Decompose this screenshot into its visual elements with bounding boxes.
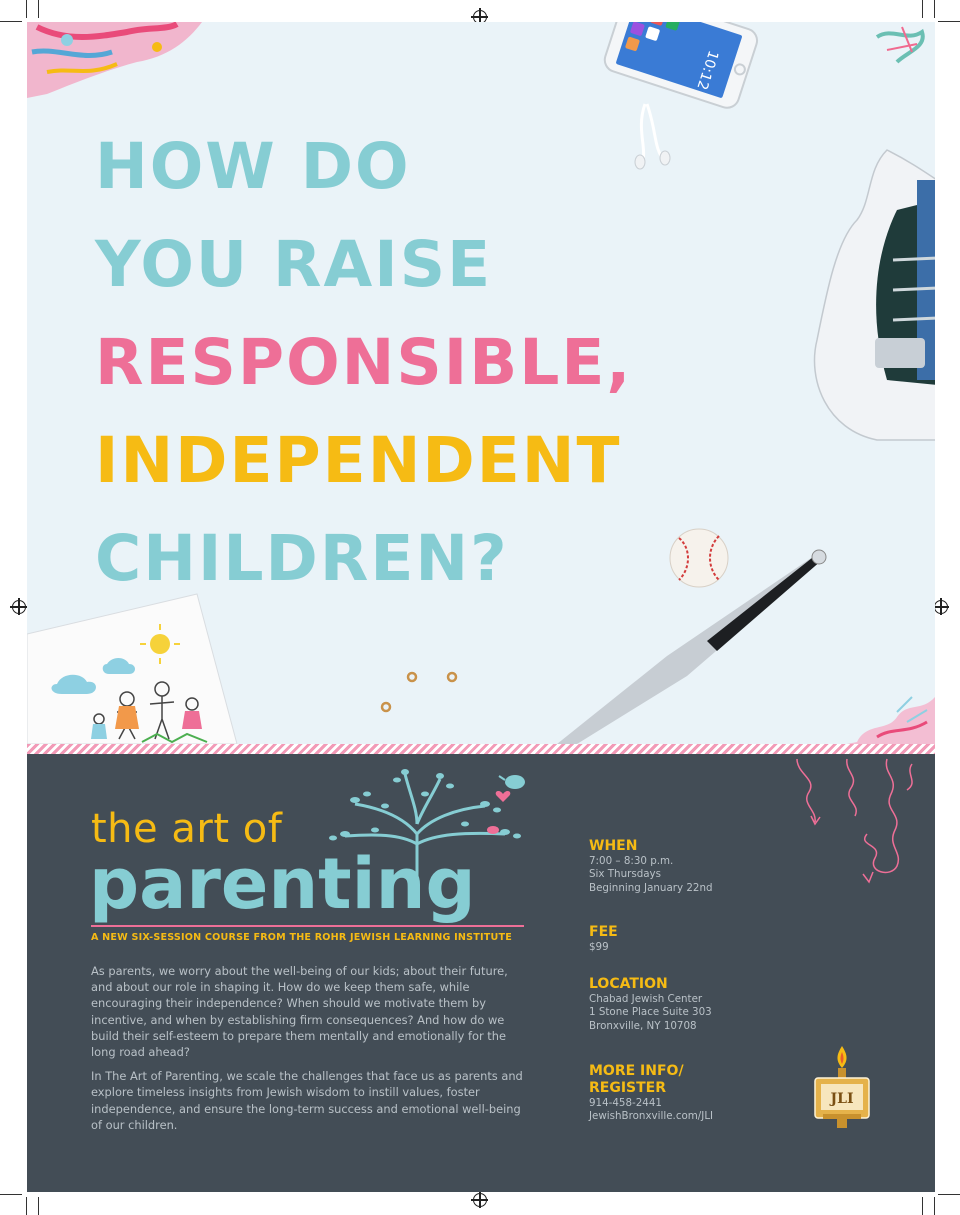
crop-mark: [26, 1197, 27, 1215]
description-paragraph-1: As parents, we worry about the well-being of our kids; about their future, and about our role in shaping it. How do we keep them safe, while encouraging their independence? When should we motivate them by incentive, and when by establishing firm consequences? And how do we build their self-esteem to prepare them mentally and emotionally for the long road ahead?: [91, 964, 508, 1060]
website-link[interactable]: JewishBronxville.com/JLI: [589, 1110, 714, 1123]
divider-stripe: [27, 744, 935, 754]
more-info-heading-1: MORE INFO/: [589, 1063, 684, 1079]
cereal-decoration: [377, 667, 467, 717]
jli-emblem-text: JLI: [830, 1091, 854, 1107]
crop-mark: [934, 1197, 935, 1215]
child-drawing-illustration: [27, 594, 242, 744]
when-heading: WHEN: [589, 838, 638, 854]
registration-mark: [12, 600, 26, 614]
crop-mark: [922, 0, 923, 18]
paint-splash-decoration: [27, 22, 207, 102]
headline: [95, 118, 632, 608]
registration-mark: [473, 1193, 487, 1207]
crop-mark: [38, 1197, 39, 1215]
headline-line-3: RESPONSIBLE,: [95, 326, 633, 399]
crop-mark: [0, 21, 22, 22]
more-info-heading-2: REGISTER: [589, 1080, 667, 1096]
headline-line-5: CHILDREN?: [95, 522, 509, 595]
when-days: Six Thursdays: [589, 868, 662, 881]
logo-tagline: the art of: [91, 806, 283, 852]
logo-divider: [91, 925, 524, 927]
when-start: Beginning January 22nd: [589, 881, 713, 894]
course-subtitle: A NEW SIX-SESSION COURSE FROM THE ROHR JEWISH LEARNING INSTITUTE: [91, 932, 512, 943]
phone-time: 10:12: [693, 48, 722, 92]
course-description: [91, 963, 531, 1141]
more-info-section: [589, 1063, 849, 1124]
flyer-page: [27, 22, 935, 1192]
location-address: 1 Stone Place Suite 303: [589, 1006, 712, 1019]
paint-splash-decoration: [847, 22, 935, 77]
jli-emblem-icon: [811, 1044, 873, 1130]
guitar-illustration: [797, 140, 935, 450]
registration-mark: [934, 600, 948, 614]
when-section: [589, 838, 849, 895]
headline-line-1: HOW DO: [95, 130, 411, 203]
baseball-bat-illustration: [547, 546, 827, 746]
crop-mark: [38, 0, 39, 18]
fee-section: [589, 924, 849, 954]
when-time: 7:00 – 8:30 p.m.: [589, 855, 674, 867]
description-paragraph-2: In The Art of Parenting, we scale the challenges that face us as parents and explore timeless insights from Jewish wisdom to instill values, foster independence, and ensure the long-term success and emotional well-being of our children.: [91, 1069, 523, 1132]
fee-heading: FEE: [589, 924, 618, 940]
crop-mark: [938, 21, 960, 22]
crop-mark: [938, 1194, 960, 1195]
fee-amount: $99: [589, 941, 609, 953]
location-name: Chabad Jewish Center: [589, 993, 703, 1005]
location-section: [589, 976, 849, 1033]
headline-line-4: INDEPENDENT: [95, 424, 622, 497]
crop-mark: [26, 0, 27, 18]
phone-number: 914-458-2441: [589, 1097, 662, 1109]
crop-mark: [0, 1194, 22, 1195]
logo-wordmark: parenting: [89, 843, 476, 925]
crop-mark: [934, 0, 935, 18]
paint-splash-decoration: [837, 682, 935, 744]
location-city: Bronxville, NY 10708: [589, 1019, 697, 1032]
crop-mark: [922, 1197, 923, 1215]
headline-line-2: YOU RAISE: [95, 228, 493, 301]
location-heading: LOCATION: [589, 976, 668, 992]
